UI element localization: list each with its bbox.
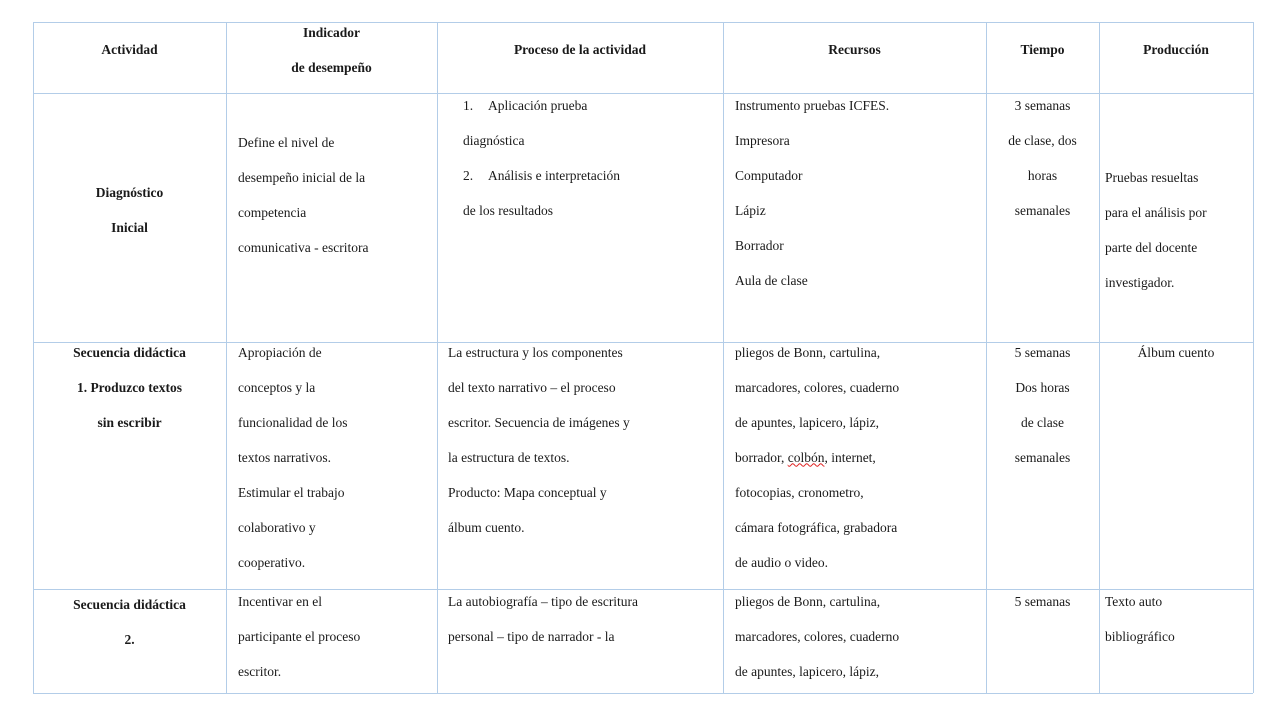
cell-produccion (1099, 335, 1253, 370)
cell-line: Pruebas resueltas (1105, 169, 1199, 185)
list-number: 2. (463, 167, 474, 183)
header-cell-actividad (33, 32, 226, 67)
table-column-divider (723, 22, 724, 693)
cell-line: Secuencia didáctica (73, 596, 186, 612)
table-row-divider (33, 693, 1253, 694)
cell-line: Álbum cuento (1137, 344, 1215, 360)
cell-produccion (1105, 160, 1253, 300)
cell-line: marcadores, colores, cuaderno (735, 628, 900, 644)
table-column-divider (226, 22, 227, 693)
cell-line: fotocopias, cronometro, (735, 484, 864, 500)
cell-line: de audio o video. (735, 554, 828, 570)
cell-line: competencia (238, 204, 307, 220)
cell-line: semanales (1014, 449, 1071, 465)
cell-line: para el análisis por (1105, 204, 1207, 220)
cell-line: investigador. (1105, 274, 1175, 290)
cell-line: Tiempo (1020, 41, 1065, 57)
cell-line: de apuntes, lapicero, lápiz, (735, 663, 879, 679)
cell-line: textos narrativos. (238, 449, 331, 465)
cell-proceso (463, 88, 723, 228)
cell-line: pliegos de Bonn, cartulina, (735, 344, 881, 360)
cell-actividad (33, 175, 226, 245)
cell-line: conceptos y la (238, 379, 316, 395)
cell-line: escritor. Secuencia de imágenes y (448, 414, 630, 430)
cell-line: colaborativo y (238, 519, 316, 535)
cell-line: Define el nivel de (238, 134, 335, 150)
cell-line: bibliográfico (1105, 628, 1175, 644)
cell-line: Inicial (111, 219, 148, 235)
header-cell-recursos (723, 32, 986, 67)
cell-line: Proceso de la actividad (513, 41, 647, 57)
cell-line: 5 semanas (1014, 593, 1071, 609)
cell-line: Impresora (735, 132, 790, 148)
cell-line: Texto auto (1105, 593, 1163, 609)
cell-line: horas (1027, 167, 1058, 183)
text-fragment: , internet, (824, 449, 876, 465)
cell-line: Producción (1143, 41, 1209, 57)
header-cell-proceso (437, 32, 723, 67)
numbered-list-item (463, 88, 723, 123)
misspelled-word: colbón (787, 449, 825, 465)
cell-proceso (448, 584, 723, 654)
cell-line: funcionalidad de los (238, 414, 348, 430)
cell-line: comunicativa - escritora (238, 239, 369, 255)
cell-proceso (448, 335, 723, 545)
cell-line: escritor. (238, 663, 282, 679)
cell-line: Producto: Mapa conceptual y (448, 484, 607, 500)
table-column-divider (437, 22, 438, 693)
cell-line: Estimular el trabajo (238, 484, 345, 500)
list-number: 1. (463, 97, 474, 113)
cell-line: desempeño inicial de la (238, 169, 366, 185)
cell-line: 5 semanas (1014, 344, 1071, 360)
numbered-list-item (463, 158, 723, 193)
cell-line: Actividad (101, 41, 158, 57)
cell-line: Incentivar en el (238, 593, 322, 609)
cell-line: 1. Produzco textos (76, 379, 183, 395)
cell-indicador (238, 335, 437, 580)
cell-line: 3 semanas (1014, 97, 1071, 113)
cell-line: Apropiación de (238, 344, 322, 360)
cell-indicador (238, 584, 437, 689)
header-cell-tiempo (986, 32, 1099, 67)
cell-line: la estructura de textos. (448, 449, 570, 465)
cell-line: Borrador (735, 237, 784, 253)
cell-recursos (735, 335, 986, 580)
cell-line: personal – tipo de narrador - la (448, 628, 615, 644)
cell-line: 2. (124, 631, 135, 647)
cell-indicador (238, 125, 437, 265)
cell-recursos (735, 88, 986, 298)
cell-line: Indicador (302, 24, 360, 40)
cell-line: sin escribir (97, 414, 162, 430)
cell-line: diagnóstica (463, 132, 525, 148)
cell-tiempo (986, 584, 1099, 619)
cell-line: de clase (1020, 414, 1065, 430)
list-text: Análisis e interpretación (488, 167, 620, 183)
cell-line: Aula de clase (735, 272, 808, 288)
cell-recursos (735, 584, 986, 689)
cell-line: participante el proceso (238, 628, 361, 644)
cell-line: marcadores, colores, cuaderno (735, 379, 900, 395)
cell-line: Computador (735, 167, 803, 183)
header-cell-indicador (226, 15, 437, 85)
cell-line: del texto narrativo – el proceso (448, 379, 616, 395)
cell-tiempo (986, 335, 1099, 475)
cell-line: de apuntes, lapicero, lápiz, (735, 414, 879, 430)
text-fragment: borrador, (735, 449, 788, 465)
cell-line: Dos horas (1015, 379, 1070, 395)
cell-line: Instrumento pruebas ICFES. (735, 97, 890, 113)
header-cell-produccion (1099, 32, 1253, 67)
cell-line: La autobiografía – tipo de escritura (448, 593, 639, 609)
cell-line: álbum cuento. (448, 519, 525, 535)
cell-actividad (33, 335, 226, 440)
cell-line: cámara fotográfica, grabadora (735, 519, 898, 535)
cell-produccion (1105, 584, 1253, 654)
cell-line: parte del docente (1105, 239, 1198, 255)
cell-line: pliegos de Bonn, cartulina, (735, 593, 881, 609)
cell-line: de desempeño (291, 59, 372, 75)
cell-line: La estructura y los componentes (448, 344, 623, 360)
table-column-divider (1253, 22, 1254, 693)
list-text: Aplicación prueba (488, 97, 588, 113)
cell-line: Diagnóstico (95, 184, 164, 200)
cell-line: Lápiz (735, 202, 766, 218)
table-row-divider (33, 22, 1253, 23)
cell-actividad (33, 587, 226, 657)
cell-line: Secuencia didáctica (73, 344, 186, 360)
cell-tiempo (986, 88, 1099, 228)
cell-line: Recursos (828, 41, 881, 57)
cell-line (735, 440, 986, 475)
cell-line: cooperativo. (238, 554, 306, 570)
cell-line: de clase, dos (1008, 132, 1077, 148)
cell-line: de los resultados (463, 202, 553, 218)
cell-line: semanales (1014, 202, 1071, 218)
